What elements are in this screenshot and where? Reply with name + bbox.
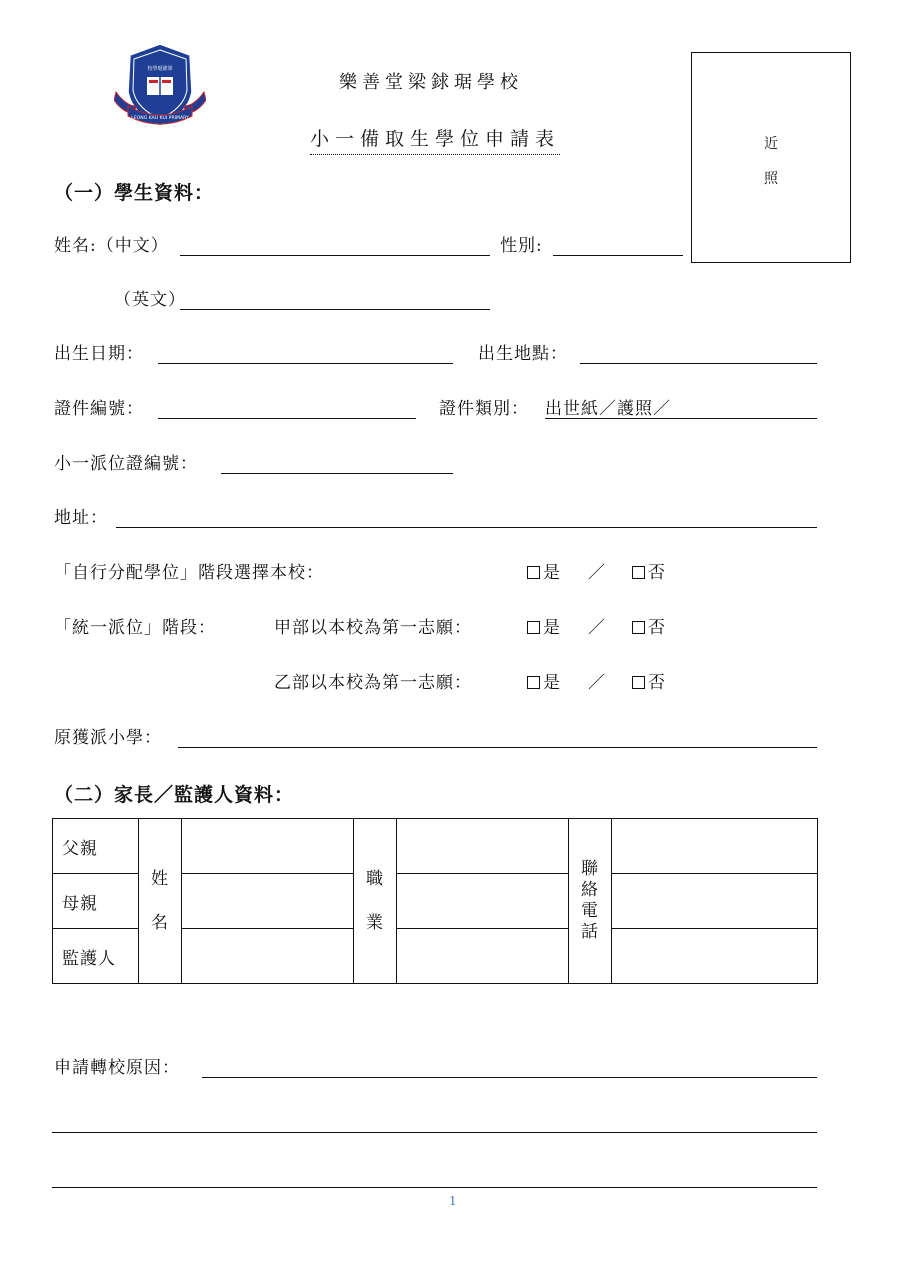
no-text: 否	[648, 618, 666, 638]
logo-motto-text: 校學琚銶梁	[147, 66, 173, 72]
photo-label-2: 照	[764, 171, 778, 187]
p1-cert-label: 小一派位證編號：	[54, 454, 198, 474]
gender-label: 性別:	[500, 236, 543, 256]
parent-info-table	[52, 818, 818, 984]
part-a-yes-option[interactable]	[527, 618, 561, 638]
part-b-no-option[interactable]	[632, 673, 666, 693]
guardian-name-cell[interactable]	[182, 929, 354, 984]
phone-char: 絡	[581, 880, 599, 900]
checkbox-icon[interactable]	[527, 621, 540, 634]
yes-text: 是	[543, 563, 561, 583]
pob-field[interactable]	[580, 363, 817, 364]
option-slash: ／	[588, 618, 606, 638]
section2-heading: （二）家長／監護人資料：	[54, 784, 295, 806]
id-type-label: 證件類別：	[439, 399, 529, 419]
central-allocation-label: 「統一派位」階段：	[54, 618, 216, 638]
guardian-phone-cell[interactable]	[612, 929, 818, 984]
photo-box	[691, 52, 851, 263]
mother-phone-cell[interactable]	[612, 874, 818, 929]
mother-name-cell[interactable]	[182, 874, 354, 929]
part-a-label: 甲部以本校為第一志願：	[274, 618, 472, 638]
english-name-field[interactable]	[180, 309, 490, 310]
pob-label: 出生地點：	[478, 344, 568, 364]
phone-char: 電	[581, 901, 599, 921]
checkbox-icon[interactable]	[632, 621, 645, 634]
school-name: 樂善堂梁銶琚學校	[339, 72, 523, 93]
mother-occupation-cell[interactable]	[397, 874, 569, 929]
part-a-no-option[interactable]	[632, 618, 666, 638]
guardian-occupation-cell[interactable]	[397, 929, 569, 984]
address-label: 地址：	[54, 508, 108, 528]
address-field[interactable]	[116, 527, 817, 528]
father-phone-cell[interactable]	[612, 819, 818, 874]
father-occupation-cell[interactable]	[397, 819, 569, 874]
discretionary-yes-option[interactable]	[527, 563, 561, 583]
occupation-column-header	[354, 819, 397, 984]
name-char: 姓	[151, 869, 169, 889]
checkbox-icon[interactable]	[632, 676, 645, 689]
id-type-options: 出世紙／護照／	[545, 399, 671, 419]
yes-text: 是	[543, 618, 561, 638]
name-column-header	[139, 819, 182, 984]
section1-heading: （一）學生資料：	[54, 182, 215, 204]
id-type-field[interactable]	[545, 418, 817, 419]
occupation-char: 業	[366, 913, 384, 933]
no-text: 否	[648, 563, 666, 583]
name-char: 名	[151, 913, 169, 933]
allocated-school-field[interactable]	[178, 747, 817, 748]
logo-banner-text: LEONG KAU KUI PRIMARY	[131, 116, 189, 121]
father-name-cell[interactable]	[182, 819, 354, 874]
part-b-label: 乙部以本校為第一志願：	[274, 673, 472, 693]
photo-label-1: 近	[764, 136, 778, 152]
form-title: 小一備取生學位申請表	[310, 124, 560, 155]
reason-field-line-3[interactable]	[52, 1187, 817, 1188]
dob-field[interactable]	[158, 363, 453, 364]
occupation-char: 職	[366, 869, 384, 889]
english-name-label: （英文）	[114, 290, 186, 310]
checkbox-icon[interactable]	[632, 566, 645, 579]
checkbox-icon[interactable]	[527, 676, 540, 689]
checkbox-icon[interactable]	[527, 566, 540, 579]
row-label-guardian: 監護人	[53, 929, 139, 984]
page-number: 1	[449, 1194, 457, 1208]
option-slash: ／	[588, 673, 606, 693]
id-number-field[interactable]	[158, 418, 416, 419]
reason-field-line-1[interactable]	[202, 1077, 817, 1078]
phone-char: 聯	[581, 859, 599, 879]
dob-label: 出生日期：	[54, 344, 144, 364]
reason-label: 申請轉校原因：	[54, 1058, 180, 1078]
row-label-mother: 母親	[53, 874, 139, 929]
discretionary-no-option[interactable]	[632, 563, 666, 583]
phone-char: 話	[581, 922, 599, 942]
row-label-father: 父親	[53, 819, 139, 874]
yes-text: 是	[543, 673, 561, 693]
chinese-name-label: 姓名:（中文）	[54, 236, 169, 256]
chinese-name-field[interactable]	[180, 255, 490, 256]
discretionary-label: 「自行分配學位」階段選擇本校：	[54, 563, 324, 583]
phone-column-header	[569, 819, 612, 984]
no-text: 否	[648, 673, 666, 693]
allocated-school-label: 原獲派小學：	[54, 728, 162, 748]
reason-field-line-2[interactable]	[52, 1132, 817, 1133]
option-slash: ／	[588, 563, 606, 583]
gender-field[interactable]	[553, 255, 683, 256]
school-crest-logo	[114, 40, 206, 132]
part-b-yes-option[interactable]	[527, 673, 561, 693]
p1-cert-field[interactable]	[221, 473, 453, 474]
id-number-label: 證件編號：	[54, 399, 144, 419]
